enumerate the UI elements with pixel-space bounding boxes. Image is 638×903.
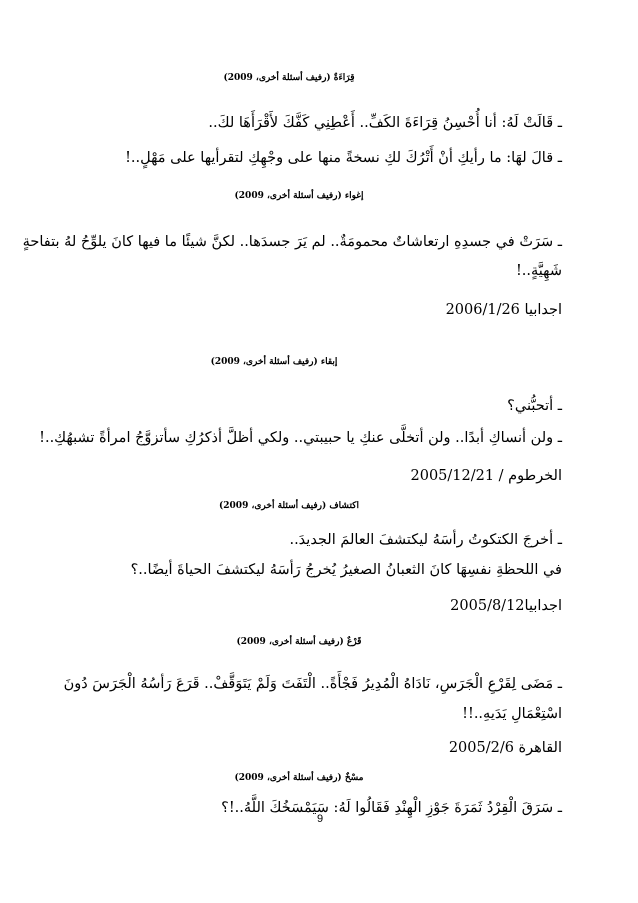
section-title-iktishaf: اكتشاف (رفيف أسئلة أخرى، 2009) bbox=[219, 501, 359, 511]
text-line: ـ سَرَقَ الْقِرْدُ ثَمَرَةَ جَوْزِ الْهِنْدِ فَقَالُوا لَهُ: سَيَمْسَخُكَ اللَّهُ..!؟ bbox=[221, 800, 562, 816]
section-title-ibqa: إبقاء (رفيف أسئلة أخرى، 2009) bbox=[210, 357, 338, 367]
date-place: القاهرة 2005/2/6 bbox=[448, 740, 562, 756]
text-line: ـ مَضَى لِقَرْعِ الْجَرَسِ، نَادَاهُ الْمُدِيرُ فَجْأَةً.. الْتَفَتَ وَلَمْ يَتَوَقَّفْ.. قَرَعَ رَأسُهُ الْجَرَسَ دُونَ bbox=[63, 676, 562, 692]
text-line: ـ قالَ لهَا: ما رأيكِ أنْ أَتْرُكَ لكِ نسخةً منها على وجْهِكِ لتقرأيها على مَهْلٍ..! bbox=[125, 150, 562, 166]
text-line: ـ سَرَتْ في جسدِهِ ارتعاشاتٌ محمومَةٌ.. لم يَرَ جسدَها.. لكنَّ شيئًا ما فيها كانَ يلوِّحُ لهُ بتفاحةٍ bbox=[22, 234, 562, 250]
section-title-qar: قَرْعٌ (رفيف أسئلة أخرى، 2009) bbox=[236, 637, 362, 647]
text-line: ـ أتحبُّني؟ bbox=[507, 398, 562, 414]
date-place: الخرطوم / 2005/12/21 bbox=[410, 468, 562, 484]
text-line: في اللحظةِ نفسِهَا كانَ الثعبانُ الصغيرُ يُخرجُ رَأسَهُ ليكتشفَ الحياةَ أيضًا..؟ bbox=[130, 562, 562, 578]
text-line: شَهِيَّةٍ..! bbox=[515, 263, 562, 279]
section-title-qiraa: قِرَاءَةٌ (رفيف أسئلة أخرى، 2009) bbox=[223, 73, 355, 83]
date-place: اجدابيا 2006/1/26 bbox=[445, 302, 562, 318]
section-title-ighwa: إغواء (رفيف أسئلة أخرى، 2009) bbox=[234, 191, 364, 201]
page-number: 9 bbox=[316, 813, 324, 825]
text-line: ـ أخرجَ الكتكوتُ رأسَهُ ليكتشفَ العالمَ الجديدَ.. bbox=[289, 532, 562, 548]
text-line: اسْتِعْمَالِ يَدَيهِ..!! bbox=[462, 706, 562, 722]
text-line: ـ قَالَتْ لَهُ: أنا أُحْسِنُ قِرَاءَةَ الكَفِّ.. أَعْطِنِي كَفَّكَ لأَقْرَأَهَا لكَ.. bbox=[208, 115, 562, 131]
date-place: اجدابيا2005/8/12 bbox=[450, 598, 562, 614]
text-line: ـ ولن أنساكِ أبدًا.. ولن أتخلَّى عنكِ يا حبيبتي.. ولكي أظلَّ أذكرُكِ سأتزوَّجُ امرأةً تشبهُكِ..! bbox=[39, 430, 562, 446]
section-title-maskh: مسْخٌ (رفيف أسئلة أخرى، 2009) bbox=[234, 773, 364, 783]
